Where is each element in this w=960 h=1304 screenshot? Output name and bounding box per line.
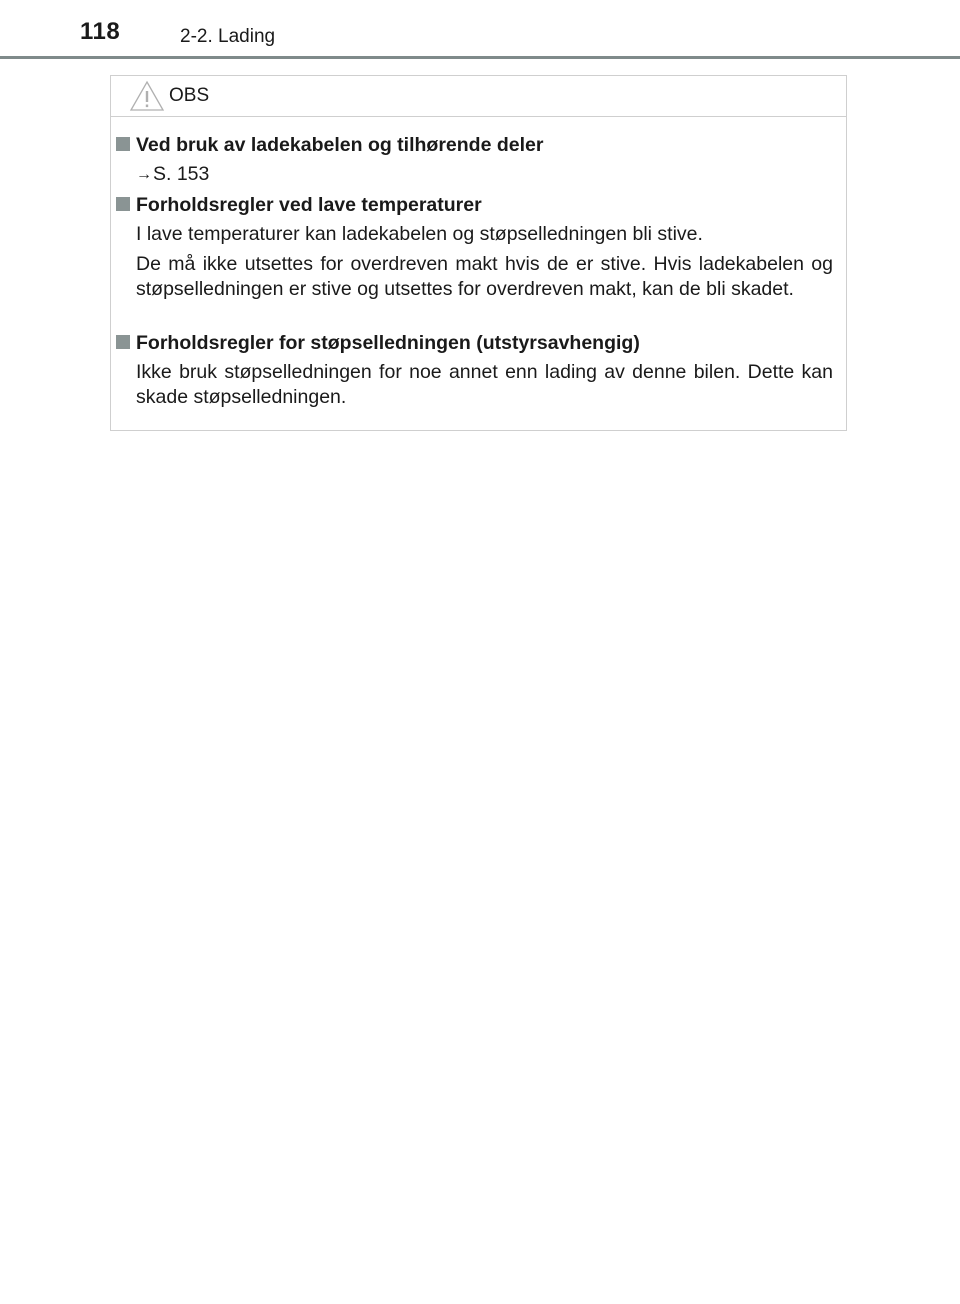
page-reference-text: S. 153 (153, 163, 210, 185)
item-title-low-temperature (116, 194, 482, 217)
paragraph: Ikke bruk støpselledningen for noe annet enn lading av denne bilen. Dette kan skade støpselledningen. (136, 361, 833, 408)
item-title-text: Ved bruk av ladekabelen og tilhørende deler (136, 134, 544, 156)
item-title-text: Forholdsregler ved lave temperaturer (136, 194, 482, 216)
notice-box (110, 75, 847, 431)
paragraph: I lave temperaturer kan ladekabelen og støpselledningen bli stive. (136, 223, 703, 245)
warning-triangle-icon (129, 80, 165, 112)
page-reference (136, 162, 833, 188)
notice-header (111, 76, 846, 117)
arrow-right-icon: → (136, 166, 152, 183)
square-bullet-icon (116, 197, 130, 211)
item-title-plug-cord (116, 332, 640, 355)
square-bullet-icon (116, 137, 130, 151)
paragraph: De må ikke utsettes for overdreven makt hvis de er stive. Hvis ladekabelen og støpselledningen er stive og utsettes for overdreven makt, kan de bli skadet. (136, 253, 833, 300)
page-header (0, 0, 960, 58)
page-number: 118 (80, 18, 121, 45)
header-divider (0, 56, 960, 59)
item-title-charging-cable (116, 134, 543, 157)
section-title: 2-2. Lading (180, 26, 276, 47)
square-bullet-icon (116, 335, 130, 349)
item-title-text: Forholdsregler for støpselledningen (utstyrsavhengig) (136, 332, 640, 354)
notice-label: OBS (169, 85, 210, 106)
